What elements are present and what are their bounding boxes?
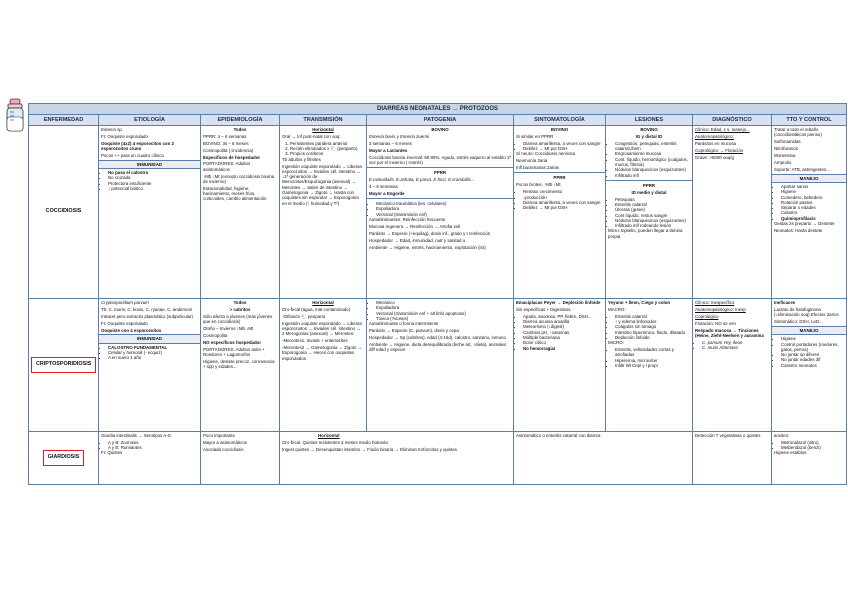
disease-label-box: GIARDIOSIS [43, 450, 85, 465]
disease-giardiosis [29, 432, 99, 485]
header-sintomatologia: SINTOMATOLOGÍA [514, 115, 606, 126]
cell-tto: Tratar a todo el rebaño (coccidiostáticos pienso) Sulfonamidas Nitrofuranos Monensina Amprolio Soporte: ATB, astringentes... MANEJO • Apartar sanos • Higiene • Comedero, bebedero • Rotación pastos • Separar x edades • Calostro • Quimioprofilaxis Gestas 2s preparto → Desteter Neonatos: Hasta destete [772, 126, 847, 299]
cell-tto: Ineficaces Lactato de halofuginona (↓eliminación ooq) Efectos 2arios Sintomático: DSH, LeD... MANEJO • Higiene • Control portadores (roedores, gatos, perros) • No juntar sp diferen • No juntar edades dif • Calostro neonatos [772, 299, 847, 432]
cell-etiologia: Eimeria sp. FI: Ooquiste esporulado Ooquiste (4x2) 4 esporocitos con 2 esporozoitos c/uno Pocos ++ para un cuadro clínico INMUNIDAD • No pasa el calostro • No cruzada • Protectora insuficiente • ↓ potencial biótico [99, 126, 201, 299]
cell-epidemiologia: Todos PPRR: 4 – 6 semanas BOVINO: 3s – 6 meses Cosmopolita (↑incidencia) Específicos de hospedador PORTADORES: Adultos asintomáticos ↑Mb ↓Mt (excepto coccidiosis bovina de invierno) Estacionalidad, higiene, hacinamiento, meses fríos, corticoides, cambio alimentación [201, 126, 280, 299]
header-etiologia: ETIOLOGÍA [99, 115, 201, 126]
cell-lesiones: BOVINO IG y distal ID • Congestión, petequias, enteritis catarral,/hem • Engrosamiento mucosa • Cont. líquido, hemorrágico (coágulos, mucus, fibrina) • Nódulos blanquecinos (esquizontes) • Infiltrado infl PPRR ID medio y distal • Petequias • Enteritis catarral • Úlceras (grave) • Cont líquido, restos sangre • Nódulos blanquecinos (esquizontes) • Infiltrado infl rodeando lesión Micro: Epitelio, pueden llegar a lámina propia [606, 126, 693, 299]
cell-etiologia: Giardia intestinalis → Serotipos A-G • A y B: Zoonosis • A y E: Rumiantes FI: Quistes [99, 432, 201, 485]
cell-sintomatologia: Asintomático o enteritis catarral con diarrea [514, 432, 693, 485]
disease-label-box: CRIPTOSPORIDIOSIS [31, 357, 96, 372]
cell-transmision: Horizontal Oral → Inf post-natal con ooq: 1. Persistentes paridera anterior 2. Recién eliminados x 🐑 (periparto) 3. Propios corderos Tb adultos y filmites Ingestión ooquiste esporulado → Liberan esporozoitos → Invaden cél. intestino → ↓1ª generación de Merozoitos/Esquizogonia (asexual) → Merontes → Salen de intestino → Gametogonia → Zigoto → Hasta con ooquistes sin esporular → Esporogonia en el medio (↑ humedad y T²) [280, 126, 367, 299]
table-title: DIARREAS NEONATALES → PROTOZOOS [29, 104, 847, 115]
header-tto: TTO Y CONTROL [772, 115, 847, 126]
header-diagnostico: DIAGNÓSTICO [693, 115, 772, 126]
summary-table [28, 103, 847, 485]
header-epidemiologia: EPIDEMIOLOGÍA [201, 115, 280, 126]
cell-diagnostico: Clínico: Inespecífico Anatomopatológico: Inesp Coprológico Flotación: NO se ven Respado mucosa → Tinciones (Heine, Ziehl-Neelsen y auramina • C. parvum Yey, íleon • C. muris Abomaso [693, 299, 772, 432]
cell-sintomatologia: BOVINO Si similar en PPRR • Diarrea amarillenta, a veces con sangre • Debilez → Mt por DSH Sí neuro: Coccidiosis nerviosa Neumonía 2aria Infl bacterianas 2arias PPRR Pocos brotes, ↑Mb ↓Mt • Retraso crecimiento • ↓producción • Diarrea amarillenta, a veces con sangre • Debilez → Mt por DSH [514, 126, 606, 299]
disease-coccidiosis: COCCIDIOSIS [29, 126, 99, 299]
header-enfermedad: ENFERMEDAD [29, 115, 99, 126]
header-row [29, 115, 847, 126]
cell-patogenia: BOVINO Eimeria bovis y Eimeria zuernii 3 semanas – 6 meses Mayor a Lactantes Coccidiosis bovina invernal: Mt 80%. Agudo, estrés vaquero al establo 1ª vez por el invierno (↑estrés) PPRR E.ovinoidalis, E.ashata, E.parva, E.hirci, E.crandallis... 4 – 6 semanas Mayor a Engorde • Mecánico-traumática (les. celulares) • Expoliadora • Vectorial (transmisión enf) Autoeliminantes. Reinfección frecuente Mucosa regenera → Reinfección → Atrofia vell Parásito → Especie (+equilag), dosis inf., grado y t reinfección Hospedador → Edad, inmunidad, nutr y sanitad o Ambiente → Higiene, estrés, hacinamiento, explotación (int) [367, 126, 514, 299]
baby-bottle-icon [3, 97, 27, 133]
header-patogenia: PATOGENIA [367, 115, 514, 126]
cell-transmision: Horizontal Oro-fecal (agua, mat contaminado) ↑Difusión 🐑 periparto Ingestión ooquiste esporulado → Liberan esporozoitos → Invaden cél. intestino → 2 Merogonias (asexual) → Merontes: -Merontes1. Invade + enteriosítos -Merontes2 → Gametogonia → Zigoto → Esporogonia → Heces con ooquistes esporulados [280, 299, 367, 432]
cell-epidemiologia: Todos > cabritos Sólo afecta a jóvenes (más jóvenes que en coccidiosis) Otoño – Invierno ↑Mb ↓Mt Cosmopolita NO específicos hospedador PORTADORES: Adultos asint + Roedores + Lagomorfos Higiene, destete precoz, convivencia + spp y edades... [201, 299, 280, 432]
cell-sintomatologia: Emaciplacas Peyer → Depleción linfoide Sin especificas + Digestivos • Apatía, anorexia, PP, fiebre, DSH... • Diarrea acuosa amarilla • Meteorismo (↓digest) • Cambios pH, ↑caseínas • Múltiple bacteriana • Dolor cólico • No hemorragia! [514, 299, 606, 432]
cell-tto: aceites: • Metronidazol (vitro) • Metbendazol (benzi) Higiene establos [772, 432, 847, 485]
cell-transmision: Horizontal Oro-fecal. Quistes resistentes 3 meses medio húmedo Ingest quistes → Desenquistan intestino → Fisión binaria → Eliminan trofozoitos y quistes [280, 432, 514, 485]
cell-epidemiologia: Poco importante Mayor a asintomáticos Asociada coccidiosis [201, 432, 280, 485]
cell-etiologia: Cryptosporidium parvum Tb: C. muris, C. bovis, C. ryanae, C. andersoni Intracel pero extracito plasmático (subpelicular) FI: Ooquiste esporulado Ooquiste con 4 esporozoítos INMUNIDAD • CALOSTRO FUNDAMENTAL • Celular y humoral (- ecquiz) • A en suero 1 año [99, 299, 201, 432]
cell-diagnostico: Clínico: Edad, s s, manejo... Anatomopatológico: Parásitos en mucosa Coprológico → Flotación Grave: >5000 ooq/g [693, 126, 772, 299]
cell-patogenia: • Mecánico • Expoliadora • Vectorial (transmisión enf + alt linfo apoptosis) • Tóxica (?viones) Autoeliminante o forma intermitente Parásito → Especie (C. parvum), dosis y cepa Hospedador → Sp (cabritos), edad (4-15d), calostro, sanitario, inmuno Ambiente → Higiene, dieta desequilibrada (leche art, ↑dieta), animales diff edad y especie [367, 299, 514, 432]
header-transmision: TRANSMISIÓN [280, 115, 367, 126]
header-lesiones: LESIONES [606, 115, 693, 126]
row-criptosporidiosis [29, 299, 847, 432]
cell-lesiones: Yeyuno + Íleon, Ciego y colon MACRO: • Enteritis catarral • ↑ y edema linfonodos • Coágulos sin tomago • Intestino hiperémico, fluido, dilatado • Depleción linfoide MICRO: • Enteritis, vellosidades cortas y atrofiadas • Hiperemia, microulcer • Infiltr Wl Cepl y l propi [606, 299, 693, 432]
cell-diagnostico: Detección T vegetativas o quistes [693, 432, 772, 485]
row-giardiosis [29, 432, 847, 485]
row-coccidiosis [29, 126, 847, 299]
disease-criptosporidiosis [29, 299, 99, 432]
